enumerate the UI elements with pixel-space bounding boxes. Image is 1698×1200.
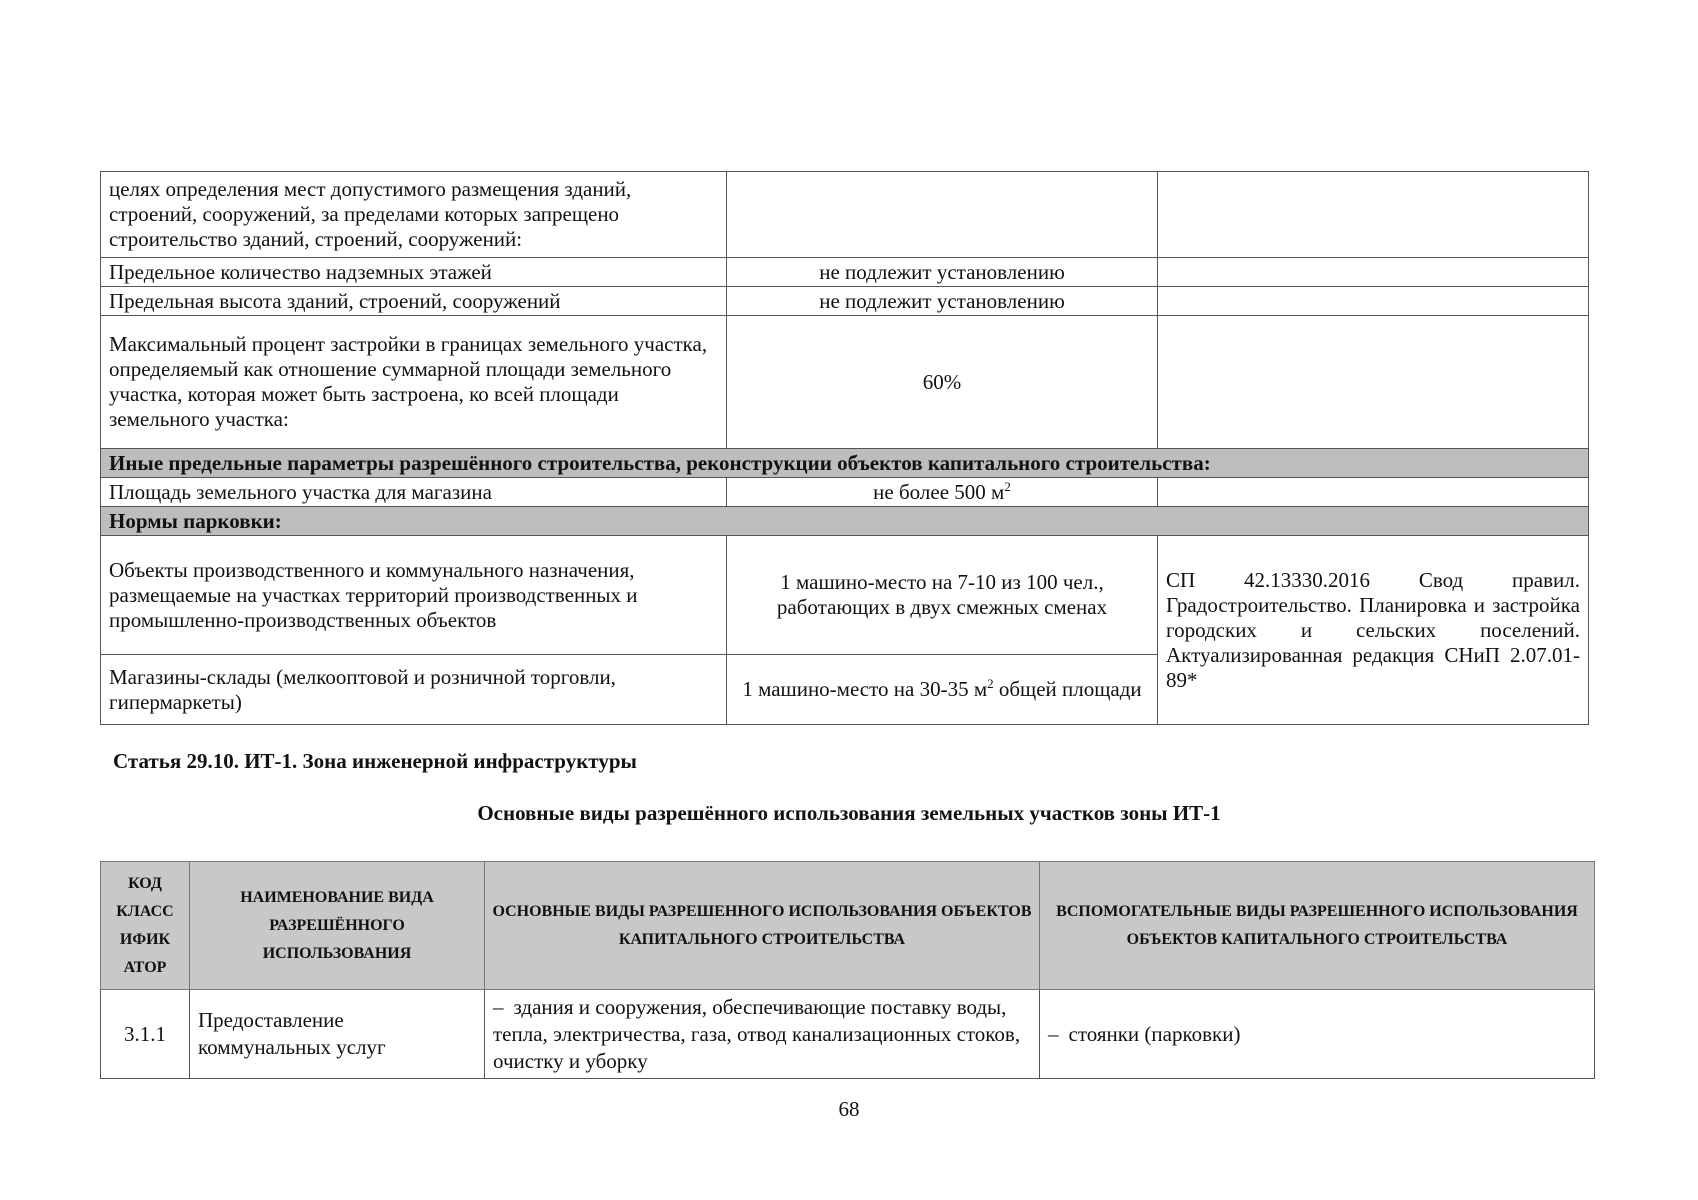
main-uses-cell: – здания и сооружения, обеспечивающие поставку воды, тепла, электричества, газа, отвод канализационных стоков, очистку и уборку — [485, 990, 1040, 1079]
name-cell: Предоставление коммунальных услуг — [190, 990, 485, 1079]
section-row — [101, 507, 1589, 536]
reference-cell — [1158, 478, 1589, 507]
header-name: НАИМЕНОВАНИЕ ВИДА РАЗРЕШЁННОГО ИСПОЛЬЗОВАНИЯ — [190, 862, 485, 990]
section-row — [101, 449, 1589, 478]
value-cell — [727, 172, 1158, 258]
value-cell: 1 машино-место на 30-35 $м^2$ общей площади — [727, 655, 1158, 725]
param-cell: Максимальный процент застройки в границах земельного участка, определяемый как отношение суммарной площади земельного участка, которая может быть застроена, ко всей площади земельного участка: — [101, 316, 727, 449]
table-row — [101, 478, 1589, 507]
value-cell: не подлежит установлению — [727, 287, 1158, 316]
param-cell: Предельное количество надземных этажей — [101, 258, 727, 287]
header-auxiliary-uses: ВСПОМОГАТЕЛЬНЫЕ ВИДЫ РАЗРЕШЕННОГО ИСПОЛЬЗОВАНИЯ ОБЪЕКТОВ КАПИТАЛЬНОГО СТРОИТЕЛЬСТВА — [1040, 862, 1595, 990]
table-row — [101, 172, 1589, 258]
value-cell: 60% — [727, 316, 1158, 449]
value-cell: не более 500 $м^2$ — [727, 478, 1158, 507]
param-cell: Предельная высота зданий, строений, сооружений — [101, 287, 727, 316]
table-row — [101, 316, 1589, 449]
dash-bullet: – — [1048, 1021, 1059, 1046]
section-subtitle: Основные виды разрешённого использования земельных участков зоны ИТ-1 — [477, 801, 1221, 825]
page-number: 68 — [838, 1097, 860, 1121]
reference-cell — [1158, 287, 1589, 316]
parameters-table — [100, 171, 1589, 725]
table-row — [101, 287, 1589, 316]
section-heading: Нормы парковки: — [101, 507, 1589, 536]
table-row — [101, 536, 1589, 655]
value-cell: не подлежит установлению — [727, 258, 1158, 287]
param-cell: Магазины-склады (мелкооптовой и розничной торговли, гипермаркеты) — [101, 655, 727, 725]
zone-usage-table — [100, 861, 1595, 1079]
param-cell: Объекты производственного и коммунального назначения, размещаемые на участках территорий производственных и промышленно-производственных объектов — [101, 536, 727, 655]
header-main-uses: ОСНОВНЫЕ ВИДЫ РАЗРЕШЕННОГО ИСПОЛЬЗОВАНИЯ ОБЪЕКТОВ КАПИТАЛЬНОГО СТРОИТЕЛЬСТВА — [485, 862, 1040, 990]
reference-cell: СП 42.13330.2016 Свод правил. Градостроительство. Планировка и застройка городских и сельских поселений. Актуализированная редакция СНиП 2.07.01-89* — [1158, 536, 1589, 725]
header-code: КОД КЛАСС ИФИК АТОР — [101, 862, 190, 990]
reference-cell — [1158, 258, 1589, 287]
article-title: Статья 29.10. ИТ-1. Зона инженерной инфраструктуры — [113, 749, 637, 773]
dash-bullet: – — [493, 994, 504, 1019]
code-cell: 3.1.1 — [101, 990, 190, 1079]
param-cell: целях определения мест допустимого размещения зданий, строений, сооружений, за пределами которых запрещено строительство зданий, строений, сооружений: — [101, 172, 727, 258]
table-header-row — [101, 862, 1595, 990]
param-cell: Площадь земельного участка для магазина — [101, 478, 727, 507]
auxiliary-uses-cell: – стоянки (парковки) — [1040, 990, 1595, 1079]
value-cell: 1 машино-место на 7-10 из 100 чел., работающих в двух смежных сменах — [727, 536, 1158, 655]
section-heading: Иные предельные параметры разрешённого строительства, реконструкции объектов капитального строительства: — [101, 449, 1589, 478]
reference-cell — [1158, 172, 1589, 258]
reference-cell — [1158, 316, 1589, 449]
table-row — [101, 990, 1595, 1079]
table-row — [101, 258, 1589, 287]
